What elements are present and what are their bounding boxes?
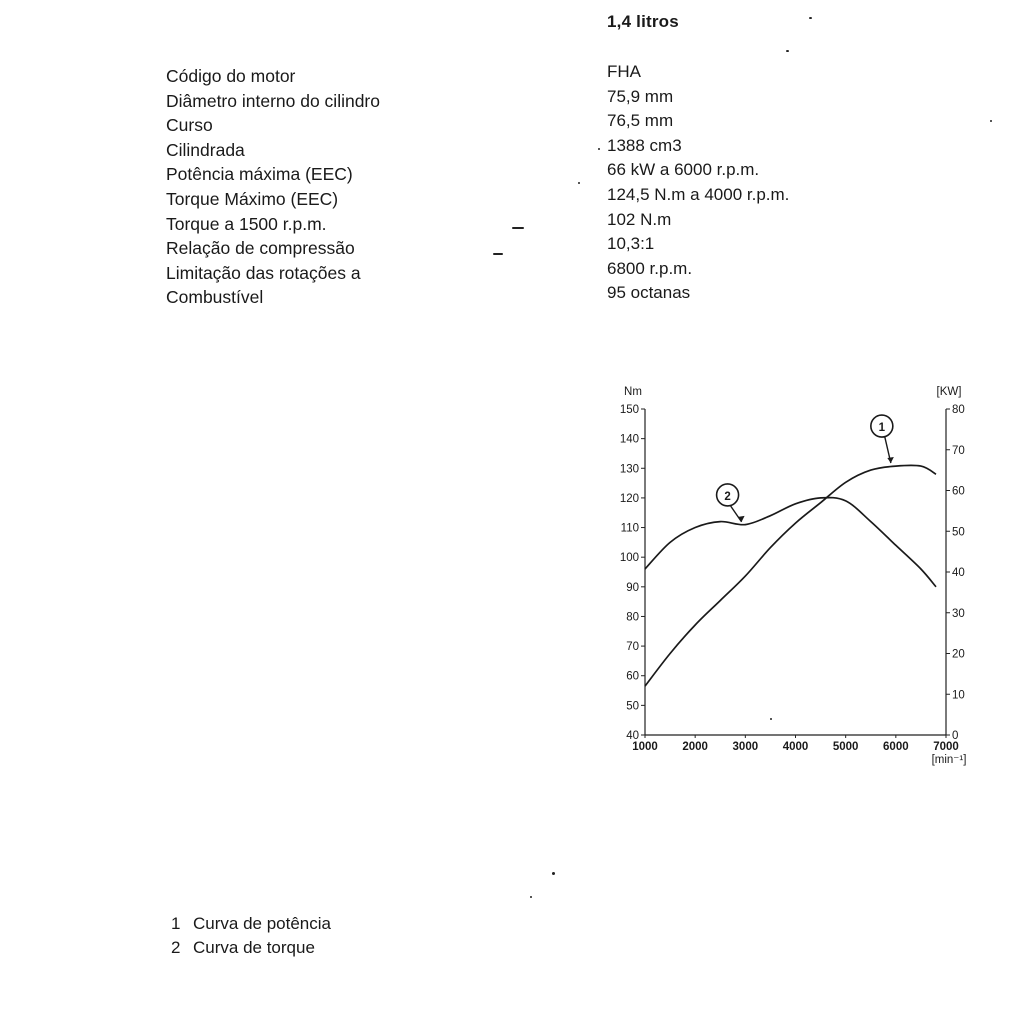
bottom-axis-tick-label: 1000 bbox=[632, 741, 658, 753]
right-axis-tick-label: 80 bbox=[952, 404, 965, 416]
right-axis-tick-label: 10 bbox=[952, 689, 965, 702]
right-axis-tick-label: 60 bbox=[952, 485, 965, 498]
scan-speck bbox=[512, 227, 524, 229]
left-axis-tick-label: 140 bbox=[619, 433, 639, 446]
bottom-axis-tick-label: 3000 bbox=[732, 741, 759, 753]
spec-value-compression: 10,3:1 bbox=[607, 234, 655, 254]
right-axis-tick-label: 30 bbox=[952, 607, 965, 620]
left-axis-tick-label: 110 bbox=[620, 522, 639, 535]
spec-label-fuel: Combustível bbox=[166, 287, 264, 308]
legend bbox=[171, 912, 331, 960]
scan-speck bbox=[809, 17, 812, 19]
engine-title: 1,4 litros bbox=[607, 12, 679, 31]
bottom-axis-tick-label: 7000 bbox=[933, 741, 959, 753]
marker-label-2: 2 bbox=[724, 490, 731, 503]
marker-arrow-1 bbox=[887, 457, 894, 463]
x-axis-title: [min⁻¹] bbox=[931, 754, 967, 766]
right-axis-tick-label: 40 bbox=[952, 567, 965, 579]
left-axis-tick-label: 150 bbox=[619, 404, 639, 416]
series-line-1 bbox=[645, 465, 936, 686]
bottom-axis-tick-label: 6000 bbox=[883, 741, 909, 753]
legend-item-torque bbox=[171, 936, 331, 960]
scan-speck bbox=[990, 120, 992, 122]
spec-value-stroke: 76,5 mm bbox=[607, 111, 674, 131]
chart-axes bbox=[641, 409, 950, 738]
chart-labels bbox=[620, 386, 967, 766]
left-axis-tick-label: 120 bbox=[619, 492, 639, 505]
spec-value-max-torque: 124,5 N.m a 4000 r.p.m. bbox=[607, 184, 790, 204]
spec-label-rpm-limit: Limitação das rotações a bbox=[166, 262, 361, 283]
series-line-2 bbox=[645, 498, 936, 587]
left-axis-tick-label: 90 bbox=[626, 581, 639, 594]
left-axis-tick-label: 40 bbox=[626, 730, 639, 742]
scan-speck bbox=[786, 50, 789, 52]
spec-label-max-torque: Torque Máximo (EEC) bbox=[166, 188, 339, 209]
legend-item-power bbox=[171, 912, 331, 936]
spec-label-stroke: Curso bbox=[166, 115, 213, 136]
chart-markers bbox=[717, 415, 894, 522]
scan-speck bbox=[770, 718, 772, 720]
right-axis-title: [KW] bbox=[936, 386, 962, 398]
spec-label-torque-1500: Torque a 1500 r.p.m. bbox=[166, 213, 327, 234]
legend-number: 1 bbox=[171, 914, 181, 933]
spec-value-bore: 75,9 mm bbox=[607, 86, 674, 106]
spec-values bbox=[607, 60, 789, 306]
scan-speck bbox=[598, 148, 600, 150]
left-axis-tick-label: 50 bbox=[626, 700, 639, 713]
left-axis-tick-label: 80 bbox=[626, 611, 639, 624]
spec-labels bbox=[166, 64, 380, 310]
spec-label-displacement: Cilindrada bbox=[166, 139, 245, 160]
spec-label-compression: Relação de compressão bbox=[166, 238, 355, 259]
right-axis-tick-label: 70 bbox=[952, 444, 965, 457]
chart-series bbox=[645, 465, 936, 686]
bottom-axis-tick-label: 2000 bbox=[682, 741, 708, 753]
bottom-axis-tick-label: 4000 bbox=[782, 741, 809, 753]
power-torque-chart bbox=[600, 375, 1000, 785]
left-axis-tick-label: 100 bbox=[619, 552, 639, 565]
spec-value-rpm-limit: 6800 r.p.m. bbox=[607, 258, 693, 278]
scan-speck bbox=[552, 872, 555, 875]
bottom-axis-tick-label: 5000 bbox=[832, 741, 859, 753]
right-axis-tick-label: 0 bbox=[952, 730, 959, 742]
spec-value-fuel: 95 octanas bbox=[607, 283, 691, 303]
spec-label-bore: Diâmetro interno do cilindro bbox=[166, 90, 380, 111]
left-axis-tick-label: 60 bbox=[626, 670, 639, 683]
scan-speck bbox=[530, 896, 532, 898]
spec-value-displacement: 1388 cm3 bbox=[607, 135, 682, 155]
scan-speck bbox=[578, 182, 580, 184]
legend-label: Curva de torque bbox=[193, 938, 315, 957]
chart-svg bbox=[600, 375, 1000, 785]
scan-speck bbox=[493, 253, 503, 255]
left-axis-tick-label: 130 bbox=[619, 463, 639, 476]
right-axis-tick-label: 50 bbox=[952, 526, 965, 539]
legend-label: Curva de potência bbox=[193, 914, 331, 933]
legend-number: 2 bbox=[171, 938, 181, 957]
spec-value-engine-code: FHA bbox=[607, 62, 641, 81]
left-axis-tick-label: 70 bbox=[626, 641, 639, 654]
spec-value-max-power: 66 kW a 6000 r.p.m. bbox=[607, 160, 760, 180]
spec-label-engine-code: Código do motor bbox=[166, 66, 296, 86]
spec-value-torque-1500: 102 N.m bbox=[607, 209, 672, 229]
left-axis-title: Nm bbox=[624, 386, 642, 398]
marker-label-1: 1 bbox=[878, 422, 886, 435]
spec-label-max-power: Potência máxima (EEC) bbox=[166, 164, 353, 185]
right-axis-tick-label: 20 bbox=[952, 648, 965, 661]
